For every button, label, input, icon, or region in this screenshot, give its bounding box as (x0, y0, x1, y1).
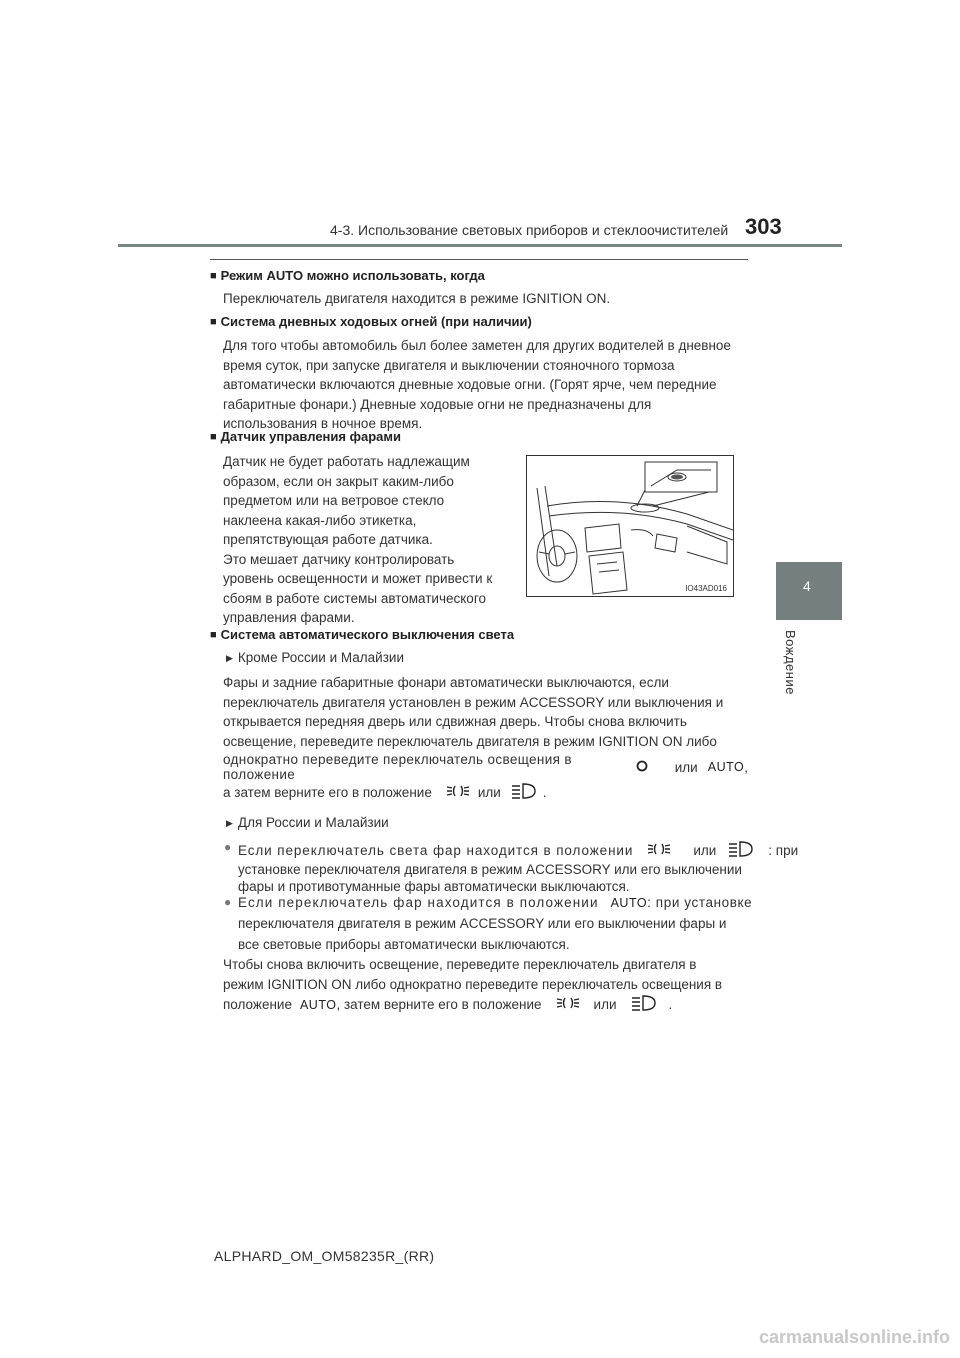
drl-line: габаритные фонари.) Дневные ходовые огни не предназначены для (223, 396, 652, 412)
section-title-drl: ■ Система дневных ходовых огней (при наличии) (210, 314, 532, 329)
bullet-1-continuation (238, 861, 748, 895)
auto-icon: AUTO (299, 997, 337, 1012)
bullet-2-line: все световые приборы автоматически выключаются. (238, 937, 570, 952)
bullet-1 (238, 840, 799, 895)
document-code: ALPHARD_OM_OM58235R_(RR) (214, 1248, 435, 1264)
drl-paragraph (223, 336, 748, 434)
p2-line-3-or: или (593, 997, 617, 1012)
auto-off-paragraph-2 (223, 955, 748, 994)
page-number: 303 (745, 214, 782, 239)
p2-line-3-end: . (668, 997, 673, 1012)
section-title-sensor: ■ Датчик управления фарами (210, 429, 401, 444)
p1-line-6-text: а затем верните его в положение (223, 785, 432, 800)
figure-code: IO43AD016 (685, 584, 727, 593)
sensor-paragraph (223, 452, 505, 628)
section-title-auto-off: ■ Система автоматического выключения света (210, 627, 514, 642)
bullet-1-text-b: : при (768, 843, 799, 858)
p1-line-6-or: или (477, 785, 501, 800)
sensor-line: Это мешает датчику контролировать (223, 551, 455, 567)
chapter-title: 4-3. Использование световых приборов и стеклоочистителей (330, 222, 729, 238)
bullet-1-or: или (693, 843, 717, 858)
p1-line: открывается передняя дверь или сдвижная дверь. Чтобы снова включить (223, 714, 687, 729)
drl-line: Для того чтобы автомобиль был более заметен для других водителей в дневное (223, 338, 731, 353)
sensor-line: образом, если он закрыт каким-либо (223, 473, 454, 489)
p1-line-6 (223, 782, 547, 803)
drl-line: время суток, при запуске двигателя и выключении стояночного тормоза (223, 357, 675, 373)
p1-line: Фары и задние габаритные фонари автоматически выключаются, если (223, 675, 669, 690)
watermark: carmanualsonline.info (758, 1327, 950, 1347)
chapter-tab-number: 4 (803, 578, 811, 594)
p2-line-3-text-a: положение (223, 997, 292, 1012)
bullet-1-first-line (238, 840, 799, 861)
p2-line: Чтобы снова включить освещение, переведите переключатель двигателя в (223, 957, 697, 972)
p1-line-5-or: или (674, 759, 698, 775)
sensor-line: сбоям в работе системы автоматического (223, 590, 486, 606)
section-title-auto-mode: ■ Режим AUTO можно использовать, когда (210, 268, 485, 283)
sensor-line: предметом или на ветровое стекло (223, 493, 445, 508)
drl-line: автоматически включаются дневные ходовые огни. (Горят ярче, чем передние (223, 377, 717, 392)
sensor-line: управления фарами. (223, 610, 355, 625)
p2-line-3 (223, 994, 672, 1015)
dashboard-illustration (527, 456, 733, 596)
p1-line-5-text: однократно переведите переключатель освещения в положение (223, 752, 572, 782)
p1-line-5-comma: , (744, 759, 748, 775)
auto-icon: AUTO (707, 760, 745, 774)
bullet-2-continuation (238, 913, 748, 955)
headlight-icon (728, 840, 754, 861)
bullet-2 (238, 895, 753, 955)
sensor-line: препятствующая работе датчика. (223, 532, 433, 547)
p2-line: режим IGNITION ON либо однократно переведите переключатель освещения в (223, 976, 723, 992)
p1-line-5 (223, 752, 748, 782)
sensor-location-figure (526, 455, 734, 597)
parking-lights-icon (647, 841, 671, 860)
auto-off-paragraph-1 (223, 673, 748, 751)
p1-line-6-end: . (542, 785, 547, 800)
p1-line: освещение, переведите переключатель двигателя в режим IGNITION ON либо (223, 733, 717, 749)
auto-icon: AUTO (610, 895, 648, 910)
bullet-1-line: фары и противотуманные фары автоматически выключаются. (238, 879, 630, 894)
p1-line: переключатель двигателя установлен в режим ACCESSORY или выключения и (223, 694, 724, 710)
subheading-russia: ▶ Для России и Малайзии (226, 815, 389, 830)
light-off-icon (635, 759, 649, 776)
bullet-2-text-a: ● Если переключатель фар находится в положении (238, 895, 599, 910)
parking-lights-icon (446, 783, 470, 802)
header-rule (118, 244, 842, 247)
chapter-tab[interactable] (776, 562, 842, 620)
headlight-icon (511, 782, 537, 803)
content-rule (210, 259, 748, 260)
chapter-side-label: Вождение (783, 630, 798, 695)
auto-mode-text: Переключатель двигателя находится в режиме IGNITION ON. (223, 291, 611, 306)
bullet-1-text-a: ● Если переключатель света фар находится в положении (238, 843, 634, 858)
drl-line: использования в ночное время. (223, 416, 423, 431)
bullet-2-text-b: : при установке (647, 895, 753, 910)
bullet-2-line: переключателя двигателя в режим ACCESSORY или его выключении фары и (238, 916, 727, 931)
p2-line-3-text-b: , затем верните его в положение (336, 997, 542, 1012)
sensor-line: уровень освещенности и может привести к (223, 571, 493, 586)
parking-lights-icon (556, 995, 580, 1014)
headlight-icon (631, 994, 657, 1015)
bullet-2-first-line (238, 895, 753, 910)
bullet-1-line: установке переключателя двигателя в режим ACCESSORY или его выключении (238, 862, 742, 877)
sensor-line: наклеена какая-либо этикетка, (223, 512, 417, 528)
subheading-except-russia: ▶ Кроме России и Малайзии (226, 650, 404, 665)
sensor-line: Датчик не будет работать надлежащим (223, 454, 470, 469)
